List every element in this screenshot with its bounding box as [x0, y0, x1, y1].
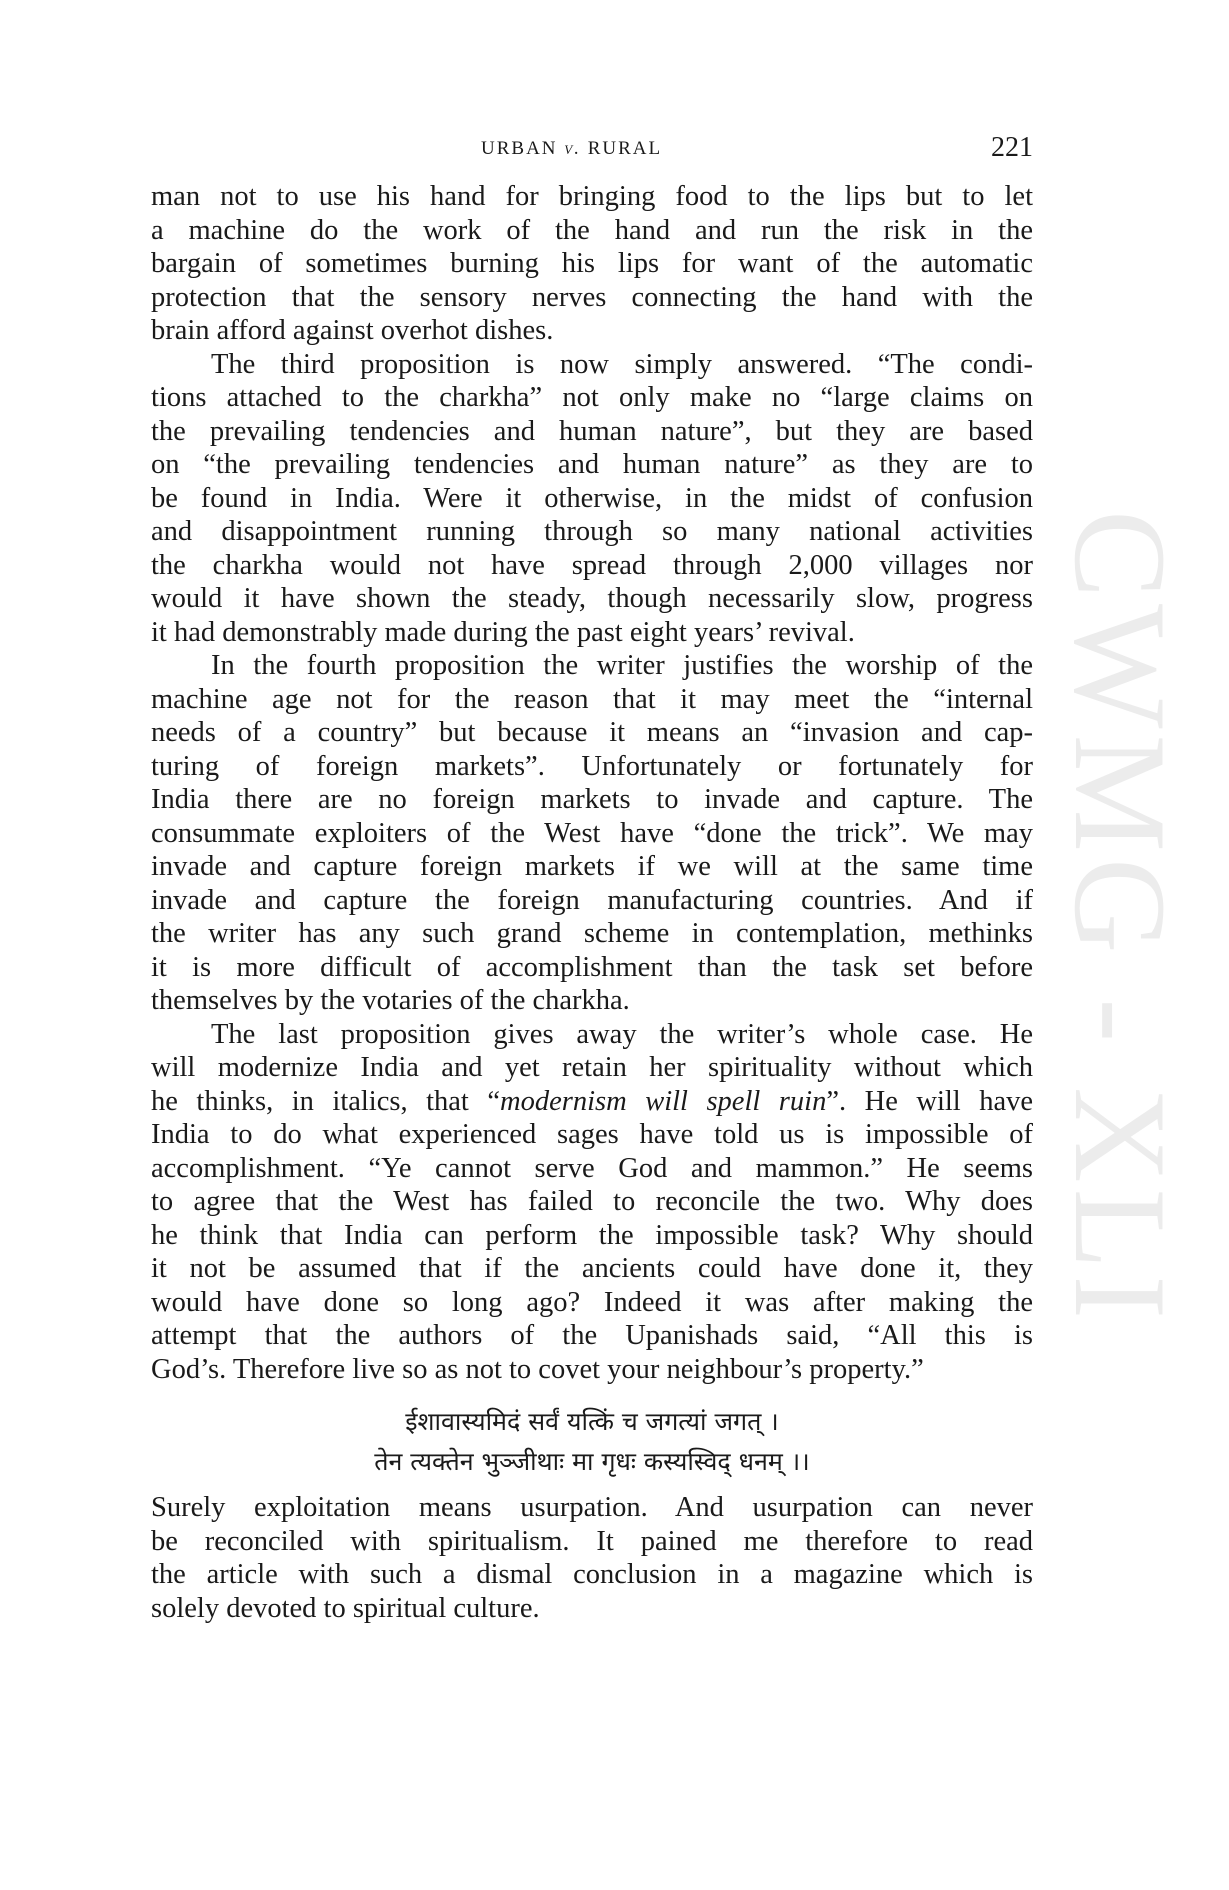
text-line: will modernize India and yet retain her spirituality without which	[151, 1052, 1033, 1083]
text-line: he think that India can perform the impossible task? Why should	[151, 1219, 1033, 1251]
text-line: it not be assumed that if the ancients could have done it, they	[151, 1253, 1033, 1284]
text-line: man not to use his hand for bringing food to the lips but to let	[151, 181, 1033, 212]
text-line: tions attached to the charkha” not only make no “large claims on	[151, 382, 1033, 413]
sanskrit-verse	[151, 1402, 1033, 1482]
running-head-v: v.	[564, 138, 581, 159]
page-header	[151, 132, 1033, 172]
text-line: the writer has any such grand scheme in contemplation, methinks	[151, 918, 1033, 949]
text-line: the charkha would not have spread through 2,000 villages nor	[151, 549, 1033, 581]
text-line: protection that the sensory nerves connecting the hand with the	[151, 281, 1033, 313]
text-line: turing of foreign markets”. Unfortunately or fortunately for	[151, 750, 1033, 782]
paragraph	[151, 180, 1033, 348]
text-line: Surely exploitation means usurpation. And usurpation can never	[151, 1492, 1033, 1523]
text-line: a machine do the work of the hand and run the risk in the	[151, 214, 1033, 246]
text-run: ”. He will have	[826, 1085, 1034, 1117]
page-number: 221	[991, 132, 1033, 163]
verse-line: ईशावास्यमिदं सर्वं यत्किं च जगत्यां जगत् ।	[405, 1407, 779, 1436]
text-line: the article with such a dismal conclusion in a magazine which is	[151, 1559, 1033, 1590]
running-head-left: URBAN	[481, 138, 565, 159]
italic-phrase: modernism will spell ruin	[500, 1085, 827, 1117]
text-line: India to do what experienced sages have told us is impossible of	[151, 1119, 1033, 1150]
text-line: and disappointment running through so many national activities	[151, 516, 1033, 547]
text-line: on “the prevailing tendencies and human nature” as they are to	[151, 449, 1033, 480]
text-line: India there are no foreign markets to invade and capture. The	[151, 784, 1033, 815]
text-line: be reconciled with spiritualism. It pained me therefore to read	[151, 1525, 1033, 1557]
text-line: would it have shown the steady, though necessarily slow, progress	[151, 583, 1033, 614]
text-line: bargain of sometimes burning his lips for want of the automatic	[151, 248, 1033, 279]
text-line: it is more difficult of accomplishment than the task set before	[151, 951, 1033, 983]
watermark: CWMG - XLI	[1047, 510, 1194, 1326]
text-line: would have done so long ago? Indeed it was after making the	[151, 1286, 1033, 1318]
paragraph	[151, 348, 1033, 650]
text-line: machine age not for the reason that it may meet the “internal	[151, 683, 1033, 715]
paragraph	[151, 1018, 1033, 1387]
text-line: to agree that the West has failed to reconcile the two. Why does	[151, 1186, 1033, 1217]
text-line: The last proposition gives away the writer’s whole case. He	[211, 1018, 1033, 1050]
text-line: brain afford against overhot dishes.	[151, 315, 554, 346]
verse-line: तेन त्यक्तेन भुञ्जीथाः मा गृधः कस्यस्विद् धनम् ।।	[374, 1447, 810, 1476]
text-line-with-italics	[151, 1085, 1033, 1119]
text-line: themselves by the votaries of the charkha.	[151, 985, 630, 1016]
running-head	[481, 138, 662, 160]
text-line: invade and capture foreign markets if we will at the same time	[151, 851, 1033, 882]
closing-paragraph	[151, 1491, 1033, 1625]
text-run: he thinks, in italics, that “	[151, 1085, 501, 1117]
text-line: be found in India. Were it otherwise, in the midst of confusion	[151, 482, 1033, 514]
text-line: accomplishment. “Ye cannot serve God and mammon.” He seems	[151, 1152, 1033, 1184]
text-line: attempt that the authors of the Upanishads said, “All this is	[151, 1320, 1033, 1351]
text-line: The third proposition is now simply answered. “The condi-	[211, 348, 1033, 380]
running-head-right: RURAL	[580, 138, 663, 159]
body-text	[151, 180, 1033, 1386]
text-line: God’s. Therefore live so as not to covet your neighbour’s property.”	[151, 1353, 924, 1385]
text-line: solely devoted to spiritual culture.	[151, 1592, 540, 1624]
text-line: consummate exploiters of the West have “done the trick”. We may	[151, 817, 1033, 849]
paragraph	[151, 649, 1033, 1018]
text-line: needs of a country” but because it means an “invasion and cap-	[151, 717, 1033, 748]
text-line: In the fourth proposition the writer justifies the worship of the	[211, 650, 1033, 681]
text-line: it had demonstrably made during the past eight years’ revival.	[151, 616, 855, 648]
text-line: the prevailing tendencies and human nature”, but they are based	[151, 415, 1033, 447]
text-line: invade and capture the foreign manufacturing countries. And if	[151, 884, 1033, 916]
